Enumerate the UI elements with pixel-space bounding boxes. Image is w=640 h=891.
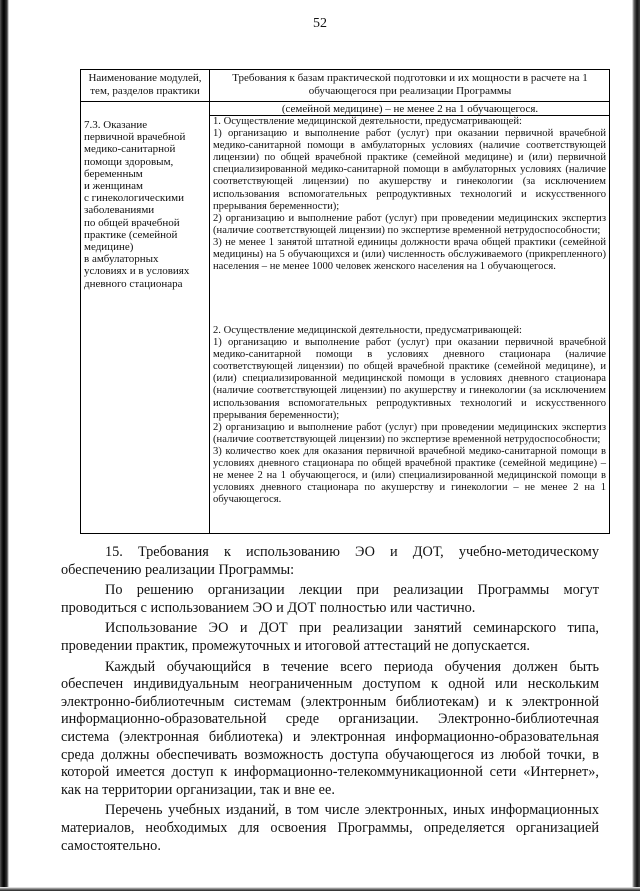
page-number: 52 <box>313 16 327 31</box>
module-name-line: помощи здоровым, <box>84 155 174 168</box>
module-name-line: заболеваниями <box>84 204 155 217</box>
module-name-line: с гинекологическими <box>84 192 184 205</box>
module-name-line: беременным <box>84 167 143 180</box>
paragraph-library-access: Каждый обучающийся в течение всего периода обучения должен быть обеспечен индивидуальным неограниченным доступом к одной или нескольким электронно-библиотечным системам (электронным библиотекам) и к электронной информационно-образовательной среде организации. Электронно-библиотечная система (электронная библиотека) и электронная информационно-образовательная среда должны обеспечивать возможность доступа обучающегося из любой точки, в которой имеется доступ к информационно-телекоммуникационной сети «Интернет», как на территории организации, так и вне ее. <box>61 658 599 798</box>
module-name-line: первичной врачебной <box>84 131 186 144</box>
module-name-line: по общей врачебной <box>84 216 180 229</box>
requirements-block-day-hospital <box>213 325 606 506</box>
paragraph-lectures: По решению организации лекции при реализации Программы могут проводиться с использованием ЭО и ДОТ полностью или частично. <box>61 582 599 616</box>
requirement-item: 3) количество коек для оказания первичной врачебной медико-санитарной помощи в условиях дневного стационара по общей врачебной практике (семейной медицине) – не менее 2 на 1 обучающегося, и (или) специализированной медицинской помощи в условиях дневного стационара по акушерству и гинекологии – не менее 2 на 1 обучающегося. <box>213 445 606 506</box>
table-column-divider <box>209 70 210 533</box>
requirement-item: 1. Осуществление медицинской деятельности, предусматривающей: <box>213 116 522 127</box>
module-name-line: условиях и в условиях <box>84 265 190 278</box>
requirement-item: 3) не менее 1 занятой штатной единицы должности врача общей практики (семейной медицины) на 5 обучающихся и (или) численность обслуживаемого (прикрепленного) населения – не менее 1000 человек женского населения на 1 обучающегося. <box>213 236 606 273</box>
paragraph-materials: Перечень учебных изданий, в том числе электронных, иных информационных материалов, необходимых для освоения Программы, определяется организацией самостоятельно. <box>61 802 599 854</box>
scan-edge-right <box>632 0 640 891</box>
paragraph-section-heading: 15. Требования к использованию ЭО и ДОТ, учебно-методическому обеспечению реализации Программы: <box>61 544 599 578</box>
table-header-modules: Наименование модулей, тем, разделов практики <box>88 72 202 97</box>
module-name-line: медицине) <box>84 241 134 254</box>
module-name-line: дневного стационара <box>84 277 183 290</box>
requirement-item: 2) организацию и выполнение работ (услуг) при проведении медицинских экспертиз (наличие соответствующей лицензии) по экспертизе временной нетрудоспособности; <box>213 212 606 236</box>
requirements-table <box>80 69 610 534</box>
module-name-line: в амбулаторных <box>84 253 159 266</box>
table-header-requirements: Требования к базам практической подготовки и их мощности в расчете на 1 обучающегося при реализации Программы <box>232 72 588 97</box>
requirements-block-outpatient <box>213 116 606 273</box>
section-15-text <box>61 544 599 858</box>
table-continuation-row: (семейной медицине) – не менее 2 на 1 обучающегося. <box>281 103 539 115</box>
requirement-item: 1) организацию и выполнение работ (услуг) при оказании первичной врачебной медико-санитарной помощи в амбулаторных условиях (наличие соответствующей лицензии) по общей врачебной практике (семейной медицине) и (или) первичной специализированной медико-санитарной помощи в амбулаторных условиях (наличие соответствующей лицензии) по акушерству и гинекологии (за исключением использования вспомогательных репродуктивных технологий и искусственного прерывания беременности); <box>213 128 606 212</box>
requirement-item: 1) организацию и выполнение работ (услуг) при оказании первичной врачебной медико-санитарной помощи в условиях дневного стационара (наличие соответствующей лицензии) по общей врачебной практике (семейной медицине), и (или) специализированной медицинской помощи в условиях дневного стационара (наличие соответствующей лицензии) по акушерству и гинекологии (за исключением использования вспомогательных репродуктивных технологий и искусственного прерывания беременности); <box>213 337 606 421</box>
module-name-cell <box>84 119 208 290</box>
module-name-line: практике (семейной <box>84 228 178 241</box>
module-name-line: медико-санитарной <box>84 143 176 156</box>
paragraph-seminars: Использование ЭО и ДОТ при реализации занятий семинарского типа, проведении практик, промежуточных и итоговой аттестаций не допускается. <box>61 620 599 654</box>
module-name-line: 7.3. Оказание <box>84 119 148 131</box>
module-name-line: и женщинам <box>84 180 143 193</box>
scan-edge-left <box>0 0 9 891</box>
requirement-item: 2) организацию и выполнение работ (услуг) при проведении медицинских экспертиз (наличие соответствующей лицензии) по экспертизе временной нетрудоспособности; <box>213 421 606 445</box>
requirement-item: 2. Осуществление медицинской деятельности, предусматривающей: <box>213 325 522 336</box>
table-header-divider <box>81 101 609 102</box>
scan-edge-bottom <box>0 887 640 891</box>
